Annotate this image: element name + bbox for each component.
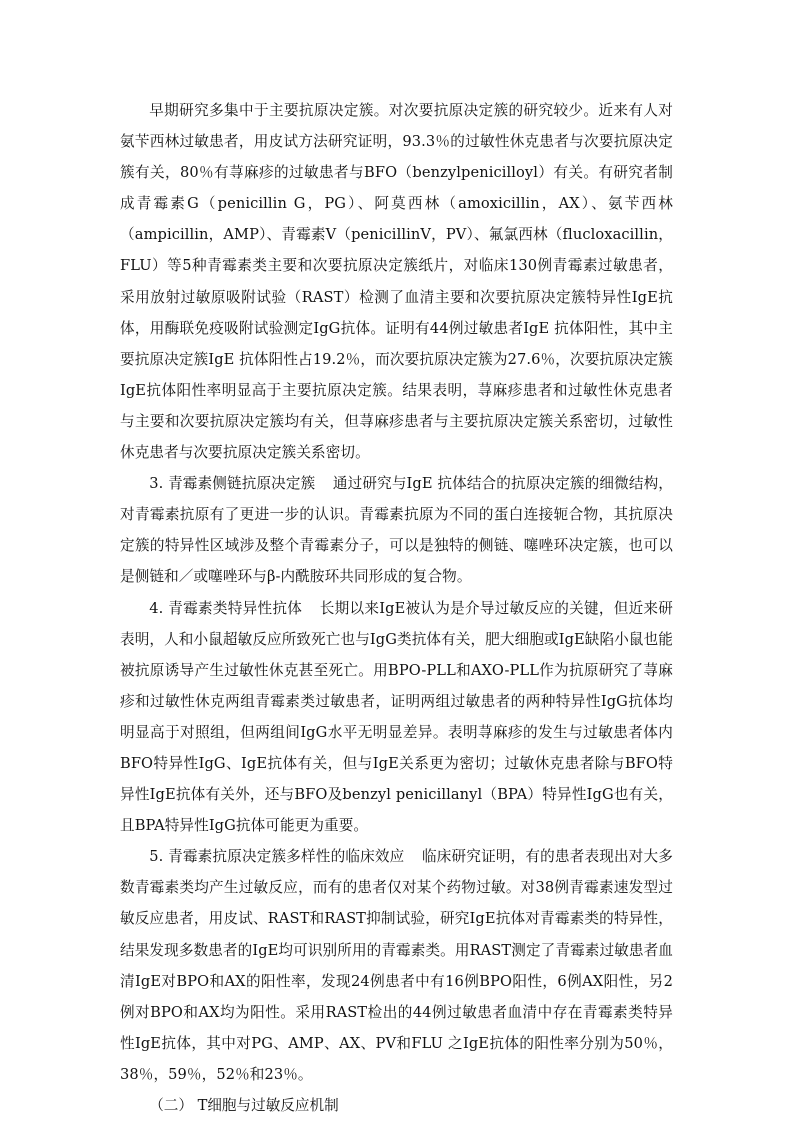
paragraph-clinical-effects: [120, 841, 673, 1090]
paragraph-text: 通过研究与IgE 抗体结合的抗原决定簇的细微结构，对青霉素抗原有了更进一步的认识。青霉素抗原为不同的蛋白连接轭合物，其抗原决定簇的特异性区域涉及整个青霉素分子，可以是独特的侧链、噻唑环决定簇，也可以是侧链和／或噻唑环与β-内酰胺环共同形成的复合物。: [120, 475, 673, 586]
paragraph-text: 临床研究证明，有的患者表现出对大多数青霉素类均产生过敏反应，而有的患者仅对某个药物过敏。对38例青霉素速发型过敏反应患者，用皮试、RAST和RAST抑制试验，研究IgE抗体对青霉素类的特异性，结果发现多数患者的IgE均可识别所用的青霉素类。用RAST测定了青霉素过敏患者血清IgE对BPO和AX的阳性率，发现24例患者中有16例BPO阳性，6例AX阳性，另2例对BPO和AX均为阳性。采用RAST检出的44例过敏患者血清中存在青霉素类特异性IgE抗体，其中对PG、AMP、AX、PV和FLU 之IgE抗体的阳性率分别为50％，38％，59％，52％和23％。: [120, 848, 673, 1083]
paragraph-side-chain-determinants: [120, 468, 673, 592]
paragraph-heading: 3. 青霉素侧链抗原决定簇: [149, 475, 316, 493]
paragraph-heading: 4. 青霉素类特异性抗体: [149, 599, 303, 617]
document-page: [120, 95, 673, 1121]
paragraph-specific-antibodies: [120, 593, 673, 842]
paragraph-antigen-determinants: [120, 95, 673, 468]
paragraph-heading: 5. 青霉素抗原决定簇多样性的临床效应: [149, 848, 405, 866]
section-heading-t-cells: （二） T细胞与过敏反应机制: [149, 1097, 339, 1114]
paragraph-text: 早期研究多集中于主要抗原决定簇。对次要抗原决定簇的研究较少。近来有人对氨苄西林过敏患者，用皮试方法研究证明，93.3％的过敏性休克患者与次要抗原决定簇有关，80％有荨麻疹的过敏患者与BFO（benzylpenicilloyl）有关。有研究者制成青霉素G（penicillin G，PG）、阿莫西林（amoxicillin，AX）、氨苄西林（ampicillin，AMP）、青霉素V（penicillinV，PV）、氟氯西林（flucloxacillin，FLU）等5种青霉素类主要和次要抗原决定簇纸片，对临床130例青霉素过敏患者，采用放射过敏原吸附试验（RAST）检测了血清主要和次要抗原决定簇特异性IgE抗体，用酶联免疫吸附试验测定IgG抗体。证明有44例过敏患者IgE 抗体阳性，其中主要抗原决定簇IgE 抗体阳性占19.2％，而次要抗原决定簇为27.6％，次要抗原决定簇IgE抗体阳性率明显高于主要抗原决定簇。结果表明，荨麻疹患者和过敏性休克患者与主要和次要抗原决定簇均有关，但荨麻疹患者与主要抗原决定簇关系密切，过敏性休克患者与次要抗原决定簇关系密切。: [120, 102, 673, 462]
paragraph-text: 长期以来IgE被认为是介导过敏反应的关键，但近来研表明，人和小鼠超敏反应所致死亡也与IgG类抗体有关，肥大细胞或IgE缺陷小鼠也能被抗原诱导产生过敏性休克甚至死亡。用BPO-PLL和AXO-PLL作为抗原研究了荨麻疹和过敏性休克两组青霉素类过敏患者，证明两组过敏患者的两种特异性IgG抗体均明显高于对照组，但两组间IgG水平无明显差异。表明荨麻疹的发生与过敏患者体内BFO特异性IgG、IgE抗体有关，但与IgE关系更为密切；过敏休克患者除与BFO特异性IgE抗体有关外，还与BFO及benzyl penicillanyl（BPA）特异性IgG也有关，且BPA特异性IgG抗体可能更为重要。: [120, 599, 674, 835]
